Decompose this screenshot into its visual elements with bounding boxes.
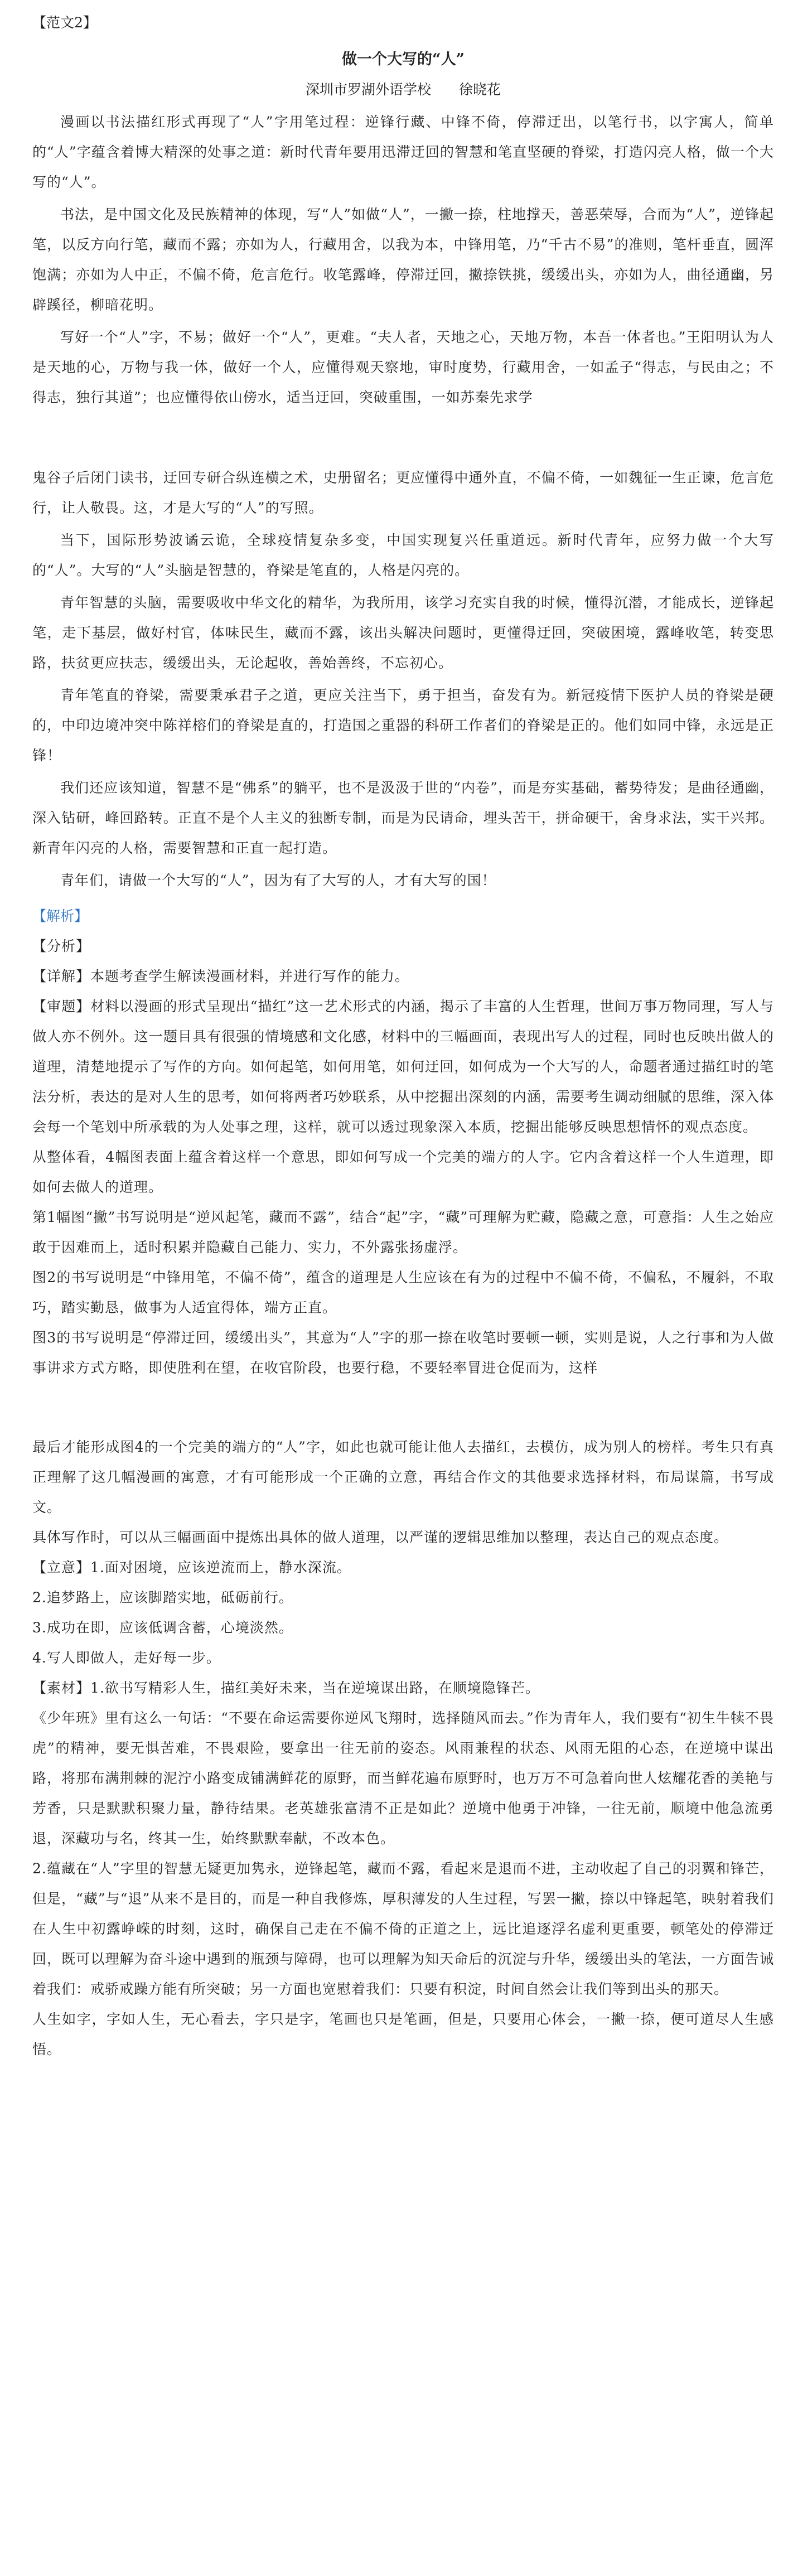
essay-paragraph: 青年笔直的脊梁，需要秉承君子之道，更应关注当下，勇于担当，奋发有为。新冠疫情下医护人员的脊梁是硬的，中印边境冲突中陈祥榕们的脊梁是直的，打造国之重器的科研工作者们的脊梁是正的。他们如同中锋，永远是正锋！ — [32, 687, 774, 763]
analysis-heading: 【解析】 — [32, 908, 89, 924]
essay-author: 深圳市罗湖外语学校 徐晓花 — [305, 81, 501, 98]
analysis-paragraph: 2.蕴藏在“人”字里的智慧无疑更加隽永，逆锋起笔，藏而不露，看起来是退而不进，主动收起了自己的羽翼和锋芒，但是，“藏”与“退”从来不是目的，而是一种自我修炼，厚积薄发的人生过程，写罢一撇，捺以中锋起笔，映射着我们在人生中初露峥嵘的时刻，这时，确保自己走在不偏不倚的正道之上，远比追逐浮名虚利更重要，顿笔处的停滞迂回，既可以理解为奋斗途中遇到的瓶颈与障碍，也可以理解为知天命后的沉淀与升华，缓缓出头的笔法，一方面告诫着我们：戒骄戒躁方能有所突破；另一方面也宽慰着我们：只要有积淀，时间自然会让我们等到出头的那天。 — [32, 1860, 774, 1997]
page-break-gap — [32, 413, 774, 463]
analysis-paragraph: 2.追梦路上，应该脚踏实地，砥砺前行。 — [32, 1589, 293, 1606]
analysis-paragraph: 【立意】1.面对困境，应该逆流而上，静水深流。 — [32, 1559, 351, 1575]
analysis-paragraph: 【分析】 — [32, 938, 91, 954]
essay-paragraph: 当下，国际形势波谲云诡，全球疫情复杂多变，中国实现复兴任重道远。新时代青年，应努力做一个大写的“人”。大写的“人”头脑是智慧的，脊梁是笔直的，人格是闪亮的。 — [32, 532, 774, 578]
essay-paragraph: 书法，是中国文化及民族精神的体现，写“人”如做“人”，一撇一捺，柱地撑天，善恶荣辱，合而为“人”，逆锋起笔，以反方向行笔，藏而不露；亦如为人，行藏用舍，以我为本，中锋用笔，乃“千古不易”的准则，笔杆垂直，圆浑饱满；亦如为人中正，不偏不倚，危言危行。收笔露峰，停滞迂回，撇捺铁挑，缓缓出头，亦如为人，曲径通幽，另辟蹊径，柳暗花明。 — [32, 206, 774, 313]
analysis-paragraph: 【详解】本题考查学生解读漫画材料，并进行写作的能力。 — [32, 968, 410, 984]
section-label: 【范文2】 — [32, 15, 97, 31]
analysis-paragraph: 【素材】1.欲书写精彩人生，描红美好未来，当在逆境谋出路，在顺境隐锋芒。 — [32, 1680, 540, 1696]
analysis-body — [32, 931, 774, 2065]
essay-paragraph: 写好一个“人”字，不易；做好一个“人”，更难。“夫人者，天地之心，天地万物，本吾一体者也。”王阳明认为人是天地的心，万物与我一体，做好一个人，应懂得观天察地，审时度势，行藏用舍，一如孟子“得志，与民由之；不得志，独行其道”；也应懂得依山傍水，适当迂回，突破重围，一如苏秦先求学 — [32, 329, 774, 405]
analysis-paragraph: 第1幅图“撇”书写说明是“逆风起笔，藏而不露”，结合“起”字，“藏”可理解为贮藏，隐藏之意，可意指：人生之始应敢于因难而上，适时积累并隐藏自己能力、实力，不外露张扬虚浮。 — [32, 1209, 774, 1255]
analysis-paragraph: 【审题】材料以漫画的形式呈现出“描红”这一艺术形式的内涵，揭示了丰富的人生哲理，世间万事万物同理，写人与做人亦不例外。这一题目具有很强的情境感和文化感，材料中的三幅画面，表现出写人的过程，同时也反映出做人的道理，清楚地提示了写作的方向。如何起笔，如何用笔，如何迂回，如何成为一个大写的人，命题者通过描红时的笔法分析，表达的是对人生的思考，如何将两者巧妙联系，从中挖掘出深刻的内涵，需要考生调动细腻的思维，深入体会每一个笔划中所承载的为人处事之理，这样，就可以透过现象深入本质，挖掘出能够反映思想情怀的观点态度。 — [32, 998, 774, 1135]
analysis-paragraph: 图3的书写说明是“停滞迂回，缓缓出头”，其意为“人”字的那一捺在收笔时要顿一顿，实则是说，人之行事和为人做事讲求方式方略，即使胜利在望，在收官阶段，也要行稳，不要轻率冒进仓促而为，这样 — [32, 1330, 774, 1376]
analysis-paragraph: 3.成功在即，应该低调含蓄，心境淡然。 — [32, 1620, 293, 1636]
essay-paragraph: 青年智慧的头脑，需要吸收中华文化的精华，为我所用，该学习充实自我的时候，懂得沉潜，才能成长，逆锋起笔，走下基层，做好村官，体味民生，藏而不露，该出头解决问题时，更懂得迂回，突破困境，露峰收笔，转变思路，扶贫更应扶志，缓缓出头，无论起收，善始善终，不忘初心。 — [32, 595, 774, 671]
analysis-paragraph: 人生如字，字如人生，无心看去，字只是字，笔画也只是笔画，但是，只要用心体会，一撇一捺，便可道尽人生感悟。 — [32, 2011, 774, 2057]
analysis-paragraph: 《少年班》里有这么一句话：“不要在命运需要你逆风飞翔时，选择随风而去。”作为青年人，我们要有“初生牛犊不畏虎”的精神，要无惧苦难，不畏艰险，要拿出一往无前的姿态。风雨兼程的状态、风雨无阻的心态，在逆境中谋出路，将那布满荆棘的泥泞小路变成铺满鲜花的原野，而当鲜花遍布原野时，也万万不可急着向世人炫耀花香的美艳与芳香，只是默默积聚力量，静待结果。老英雄张富清不正是如此？逆境中他勇于冲锋，一往无前，顺境中他急流勇退，深藏功与名，终其一生，始终默默奉献，不改本色。 — [32, 1710, 774, 1847]
essay-paragraph: 鬼谷子后闭门读书，迂回专研合纵连横之术，史册留名；更应懂得中通外直，不偏不倚，一如魏征一生正谏，危言危行，让人敬畏。这，才是大写的“人”的写照。 — [32, 470, 774, 516]
analysis-paragraph: 具体写作时，可以从三幅画面中提炼出具体的做人道理，以严谨的逻辑思维加以整理，表达自己的观点态度。 — [32, 1529, 729, 1545]
essay-paragraph: 我们还应该知道，智慧不是“佛系”的躺平，也不是汲汲于世的“内卷”，而是夯实基础，蓄势待发；是曲径通幽，深入钻研，峰回路转。正直不是个人主义的独断专制，而是为民请命，埋头苦干，拼命硬干，舍身求法，实干兴邦。新青年闪亮的人格，需要智慧和正直一起打造。 — [32, 780, 774, 856]
analysis-paragraph: 从整体看，4幅图表面上蕴含着这样一个意思，即如何写成一个完美的端方的人字。它内含着这样一个人生道理，即如何去做人的道理。 — [32, 1149, 774, 1195]
essay-paragraph: 青年们，请做一个大写的“人”，因为有了大写的人，才有大写的国！ — [60, 872, 496, 888]
analysis-paragraph: 最后才能形成图4的一个完美的端方的“人”字，如此也就可能让他人去描红，去模仿，成为别人的榜样。考生只有真正理解了这几幅漫画的寓意，才有可能形成一个正确的立意，再结合作文的其他要求选择材料，布局谋篇，书写成文。 — [32, 1439, 774, 1515]
page-break-gap — [32, 1383, 774, 1432]
essay-paragraph: 漫画以书法描红形式再现了“人”字用笔过程：逆锋行藏、中锋不倚，停滞迂出，以笔行书，以字寓人，简单的“人”字蕴含着博大精深的处事之道：新时代青年要用迅滞迂回的智慧和笔直坚硬的脊梁，打造闪亮人格，做一个大写的“人”。 — [32, 114, 774, 190]
essay-body — [32, 107, 774, 896]
analysis-paragraph: 4.写人即做人，走好每一步。 — [32, 1650, 221, 1666]
essay-title: 做一个大写的“人” — [341, 51, 465, 68]
document-page — [32, 0, 774, 2065]
analysis-paragraph: 图2的书写说明是“中锋用笔，不偏不倚”，蕴含的道理是人生应该在有为的过程中不偏不倚，不偏私，不履斜，不取巧，踏实勤恳，做事为人适宜得体，端方正直。 — [32, 1269, 774, 1316]
